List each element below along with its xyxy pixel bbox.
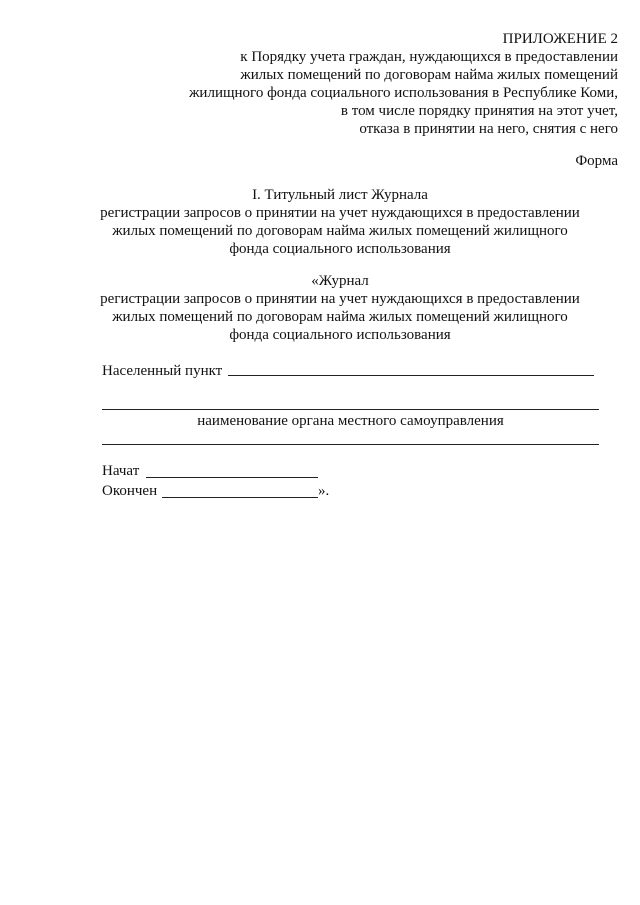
section-line: регистрации запросов о принятии на учет нуждающихся в предоставлении — [100, 205, 580, 221]
ended-date-line[interactable] — [162, 497, 318, 498]
started-date-line[interactable] — [146, 477, 318, 478]
appendix-line: жилищного фонда социального использования в Республике Коми, — [189, 85, 618, 101]
journal-line: фонда социального использования — [229, 327, 451, 343]
closing-quote: ». — [318, 483, 330, 499]
ended-label: Окончен — [102, 483, 158, 499]
appendix-header — [18, 30, 618, 138]
appendix-line: отказа в принятии на него, снятия с него — [359, 121, 618, 137]
appendix-title: ПРИЛОЖЕНИЕ 2 — [502, 31, 618, 47]
section-title-block — [70, 186, 610, 258]
appendix-line: в том числе порядку принятия на этот учет, — [340, 103, 618, 119]
locality-label: Населенный пункт — [102, 363, 223, 379]
appendix-line: жилых помещений по договорам найма жилых помещений — [240, 67, 618, 83]
authority-field-line-2[interactable] — [102, 444, 599, 445]
journal-line: регистрации запросов о принятии на учет нуждающихся в предоставлении — [100, 291, 580, 307]
authority-caption: наименование органа местного самоуправления — [197, 413, 504, 429]
form-label: Форма — [575, 153, 618, 169]
locality-field-line[interactable] — [228, 375, 594, 376]
appendix-line: к Порядку учета граждан, нуждающихся в предоставлении — [240, 49, 618, 65]
section-line: фонда социального использования — [229, 241, 451, 257]
section-line: жилых помещений по договорам найма жилых помещений жилищного — [112, 223, 568, 239]
started-label: Начат — [102, 463, 140, 479]
section-heading: I. Титульный лист Журнала — [252, 187, 428, 203]
authority-field-line[interactable] — [102, 409, 599, 410]
journal-line: жилых помещений по договорам найма жилых помещений жилищного — [112, 309, 568, 325]
journal-heading: «Журнал — [311, 273, 369, 289]
journal-title-block — [70, 272, 610, 344]
